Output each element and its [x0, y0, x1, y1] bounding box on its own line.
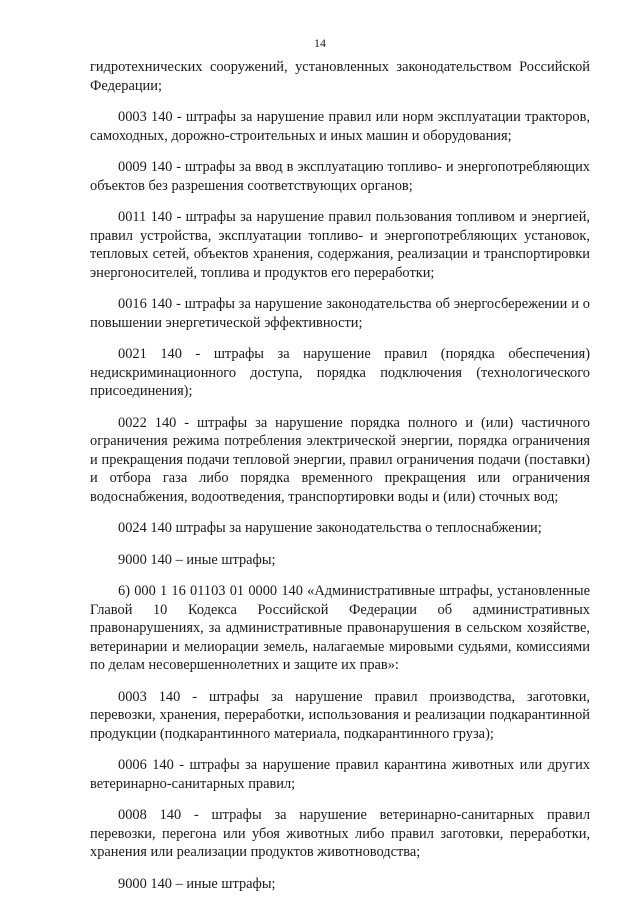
- paragraph: 6) 000 1 16 01103 01 0000 140 «Административные штрафы, установленные Главой 10 Кодекса Российской Федерации об административных правонарушениях, за административные правонарушения в сельском хозяйстве, ветеринарии и мелиорации земель, налагаемые мировыми судьями, комиссиями по делам несовершеннолетних и защите их прав»:: [90, 583, 590, 673]
- paragraph: 0009 140 - штрафы за ввод в эксплуатацию топливо- и энергопотребляющих объектов без разрешения соответствующих органов;: [90, 159, 590, 194]
- paragraph: 0003 140 - штрафы за нарушение правил или норм эксплуатации тракторов, самоходных, дорожно-строительных и иных машин и оборудования;: [90, 109, 590, 144]
- paragraph: 0008 140 - штрафы за нарушение ветеринарно-санитарных правил перевозки, перегона или убоя животных либо правил заготовки, переработки, хранения или реализации продуктов животноводства;: [90, 807, 590, 860]
- paragraph: 9000 140 – иные штрафы;: [118, 551, 276, 568]
- paragraph: 0003 140 - штрафы за нарушение правил производства, заготовки, перевозки, хранения, переработки, использования и реализации подкарантинной продукции (подкарантинного материала, подкарантинного груза);: [90, 688, 590, 742]
- paragraph: 0022 140 - штрафы за нарушение порядка полного и (или) частичного ограничения режима потребления электрической энергии, порядка ограничения и прекращения подачи тепловой энергии, правил ограничения подачи (поставки) и отбора газа либо порядка временного прекращения или ограничения водоснабжения, водоотведения, транспортировки воды и (или) сточных вод;: [90, 414, 590, 505]
- page-number: 14: [314, 36, 326, 50]
- paragraph: 0021 140 - штрафы за нарушение правил (порядка обеспечения) недискриминационного доступа, порядка подключения (технологического присоединения);: [90, 346, 590, 399]
- paragraph: гидротехнических сооружений, установленных законодательством Российской Федерации;: [90, 59, 590, 94]
- paragraph: 9000 140 – иные штрафы;: [118, 875, 276, 892]
- paragraph: 0016 140 - штрафы за нарушение законодательства об энергосбережении и о повышении энергетической эффективности;: [90, 296, 590, 331]
- paragraph: 0024 140 штрафы за нарушение законодательства о теплоснабжении;: [118, 520, 542, 536]
- paragraph: 0011 140 - штрафы за нарушение правил пользования топливом и энергией, правил устройства, эксплуатации топливо- и энергопотребляющих установок, тепловых сетей, объектов хранения, содержания, реализации и транспортировки энергоносителей, топлива и продуктов его переработки;: [90, 209, 590, 281]
- document-body: [90, 58, 590, 906]
- paragraph: 0006 140 - штрафы за нарушение правил карантина животных или других ветеринарно-санитарных правил;: [90, 757, 590, 792]
